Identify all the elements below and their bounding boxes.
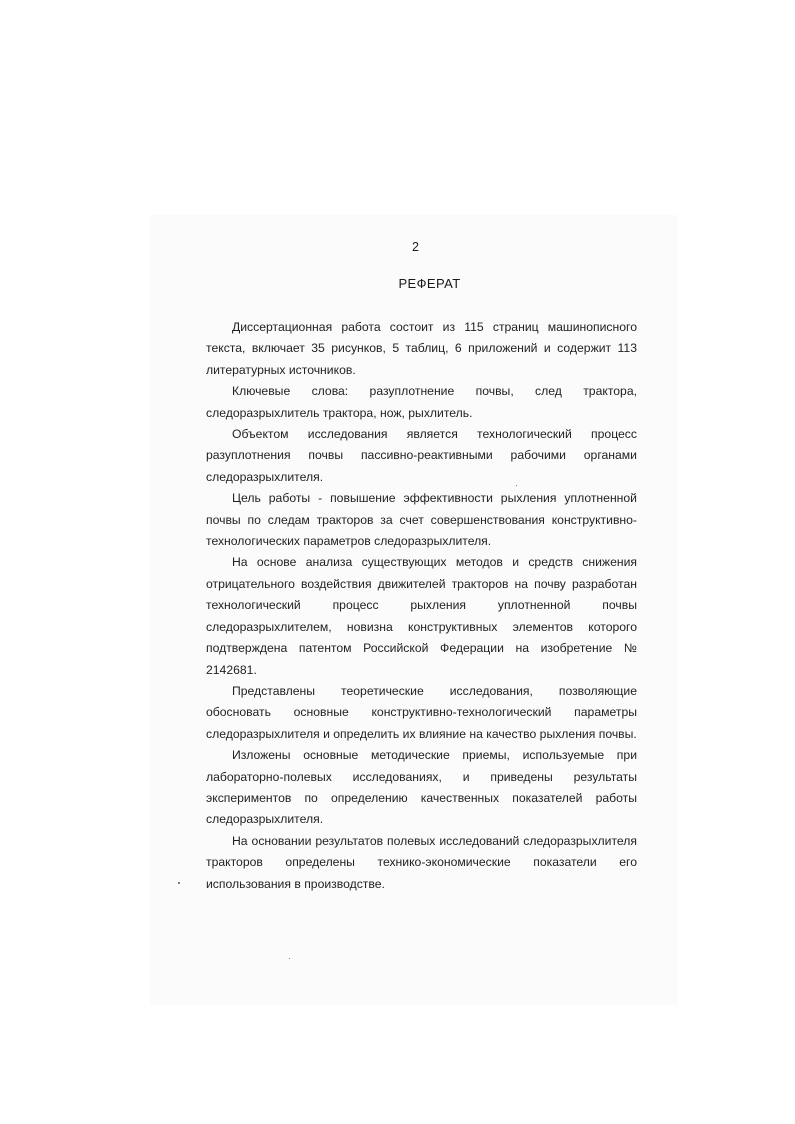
paragraph-theoretical-studies: Представлены теоретические исследования, позволяющие обосновать основные конструктивно-технологический параметры следоразрыхлителя и определить их влияние на качество рыхления почвы. — [206, 683, 637, 741]
abstract-body — [206, 317, 637, 895]
paragraph-results: На основании результатов полевых исследований следоразрыхлителя тракторов определены технико-экономические показатели его использования в производстве. — [206, 833, 637, 891]
page-number: 2 — [412, 240, 419, 254]
paragraph-methods: Изложены основные методические приемы, используемые при лабораторно-полевых исследованиях, и приведены результаты экспериментов по определению качественных показателей работы следоразрыхлителя. — [206, 748, 637, 827]
paragraph-dissertation-volume: Диссертационная работа состоит из 115 страниц машинописного текста, включает 35 рисунков, 5 таблиц, 6 приложений и содержит 113 литературных источников. — [206, 320, 637, 377]
paragraph-work-goal: Цель работы - повышение эффективности рыхления уплотненной почвы по следам тракторов за счет совершенствования конструктивно-технологических параметров следоразрыхлителя. — [206, 491, 637, 549]
paragraph-analysis-basis: На основе анализа существующих методов и средств снижения отрицательного воздействия движителей тракторов на почву разработан технологический процесс рыхления уплотненной почвы следоразрыхлителем, новизна конструктивных элементов которого подтверждена патентом Российской Федерации на изобретение № 2142681. — [206, 555, 637, 677]
paragraph-research-object: Объектом исследования является технологический процесс разуплотнения почвы пассивно-реактивными рабочими органами следоразрыхлителя. — [206, 427, 637, 484]
scan-speck — [178, 882, 180, 884]
paragraph-keywords: Ключевые слова: разуплотнение почвы, след трактора, следоразрыхлитель трактора, нож, рыхлитель. — [206, 384, 637, 420]
scan-speck — [289, 958, 290, 959]
page-title: РЕФЕРАТ — [398, 276, 461, 291]
scan-speck — [516, 485, 517, 486]
